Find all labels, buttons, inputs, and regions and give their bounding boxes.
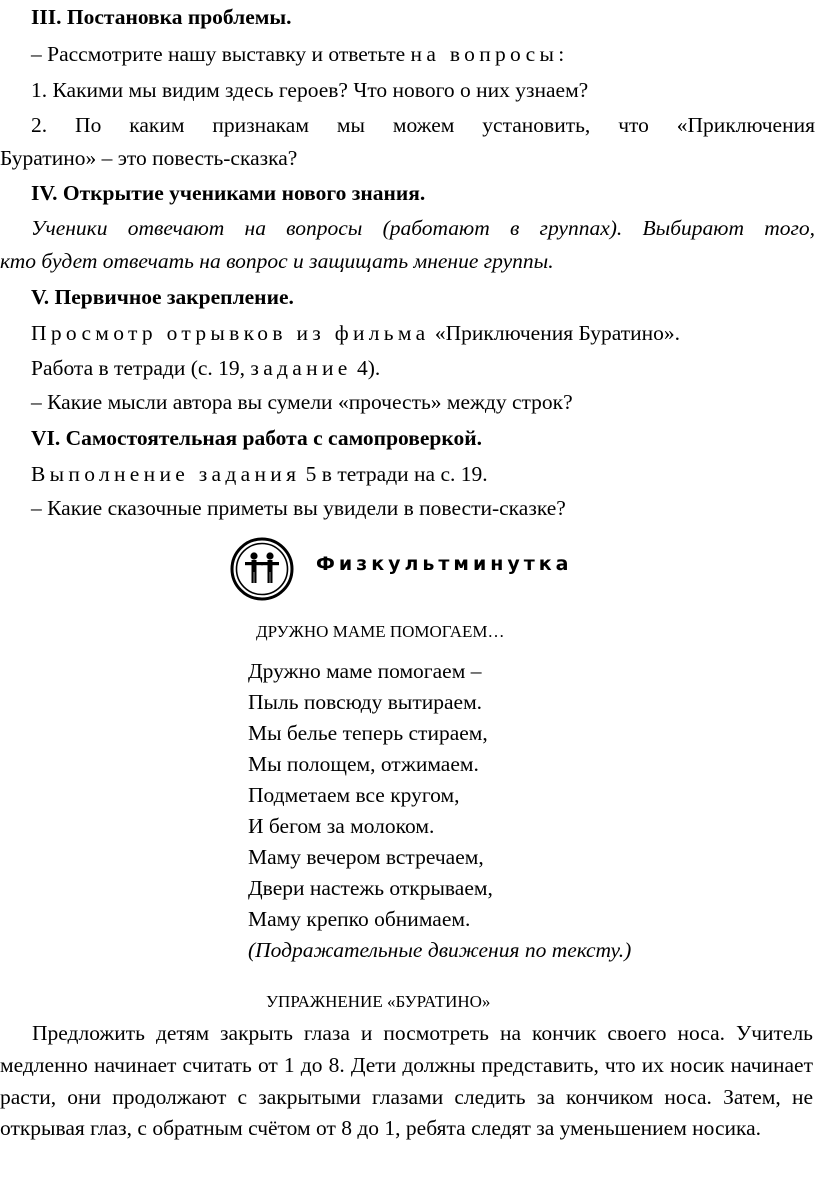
intro-text: – Рассмотрите нашу выставку и ответьте [31,42,411,66]
film-spaced-text: Просмотр отрывков из фильма [31,321,430,345]
task-rest-text: 5 в тетради на с. 19. [300,462,488,486]
poem-note: (Подражательные движения по тексту.) [248,938,632,962]
poem-line: Маму крепко обнимаем. [248,907,471,931]
poem-title: ДРУЖНО МАМЕ ПОМОГАЕМ… [256,622,505,641]
section-4-heading: IV. Открытие учениками нового знания. [31,181,426,205]
poem-line: Дружно маме помогаем – [248,659,482,683]
intro-colon: : [558,42,565,66]
notebook-post-text: 4). [351,356,381,380]
section-6-heading: VI. Самостоятельная работа с самопроверкой. [31,426,482,450]
section-4-italic-line-1: Ученики отвечают на вопросы (работают в группах). Выбирают того, [31,216,815,240]
section-5-question: – Какие мысли автора вы сумели «прочесть» между строк? [31,390,573,414]
poem-line: Двери настежь открываем, [248,876,493,900]
section-5-heading: V. Первичное закрепление. [31,285,294,309]
section-6-question: – Какие сказочные приметы вы увидели в повести-сказке? [31,496,566,520]
task-line [31,460,488,488]
exercise-text: Предложить детям закрыть глаза и посмотреть на кончик своего носа. Учитель медленно начинает считать от 1 до 8. Дети должны представить, что их носик начинает расти, они продолжают с закрытыми глазами следить за кончиком носа. Затем, не открывая глаз, с обратным счётом от 8 до 1, ребята следят за уменьшением носика. [0,1021,813,1141]
section-4-italic-line-2: кто будет отвечать на вопрос и защищать мнение группы. [0,249,554,273]
question-1: 1. Какими мы видим здесь героев? Что нового о них узнаем? [31,78,589,102]
intro-spaced-text: на вопросы [410,42,559,66]
two-figures-emblem-icon [230,537,294,601]
poem-line: И бегом за молоком. [248,814,435,838]
section-3-intro [31,40,564,68]
question-2-line-1: 2. По каким признакам мы можем установить, что «Приключения [31,113,815,137]
notebook-pre-text: Работа в тетради (с. 19, [31,356,251,380]
poem-line: Мы полощем, отжимаем. [248,752,479,776]
physminute-title: Физкультминутка [316,553,573,575]
film-line [31,319,680,347]
poem-line: Пыль повсюду вытираем. [248,690,483,714]
poem-line: Подметаем все кругом, [248,783,460,807]
task-spaced-text: Выполнение задания [31,462,301,486]
question-2-line-2: Буратино» – это повесть-сказка? [0,146,298,170]
film-rest-text: «Приключения Буратино». [429,321,681,345]
exercise-title: УПРАЖНЕНИЕ «БУРАТИНО» [266,992,491,1011]
notebook-spaced-text: задание [250,356,352,380]
notebook-line [31,354,380,382]
section-3-heading: III. Постановка проблемы. [31,5,292,29]
poem-line: Маму вечером встречаем, [248,845,484,869]
poem-line: Мы белье теперь стираем, [248,721,488,745]
